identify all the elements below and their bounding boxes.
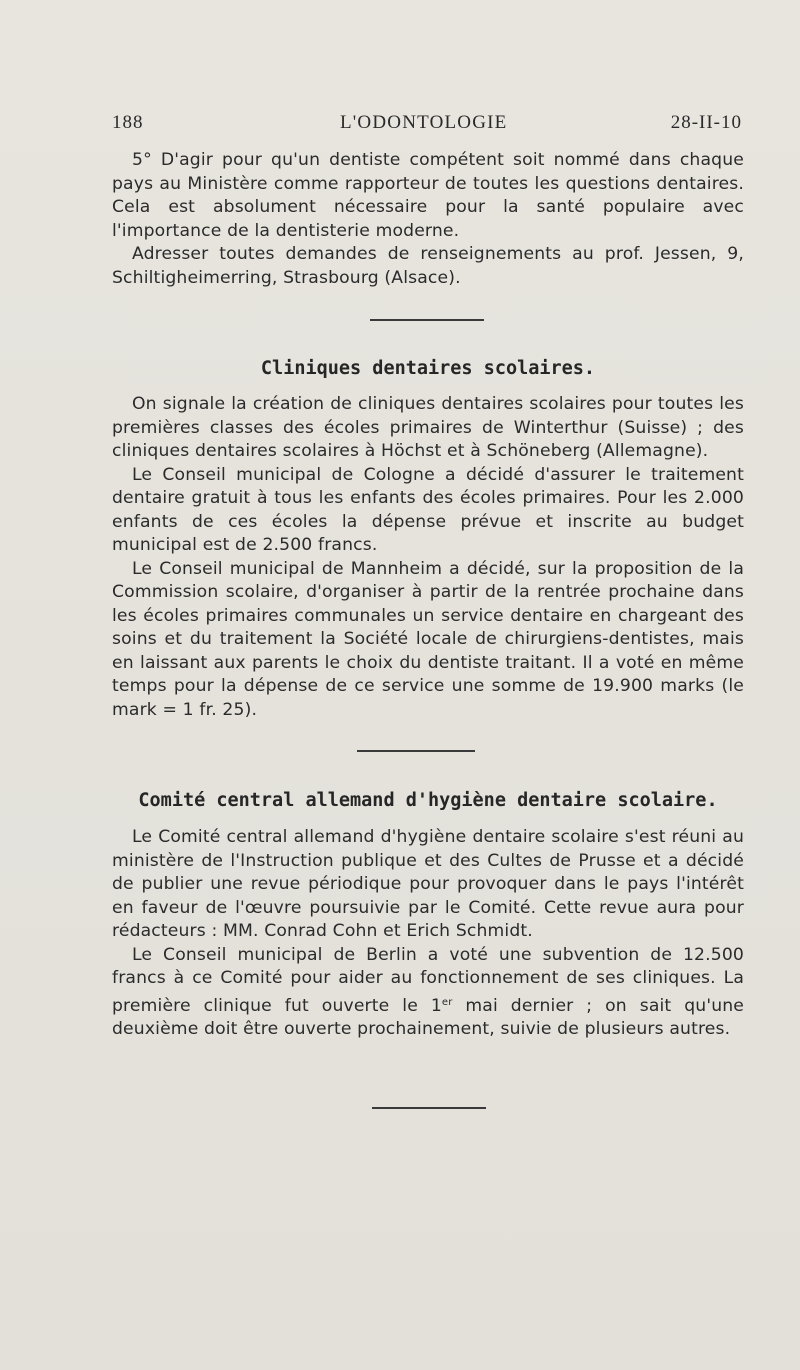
journal-title: L'ODONTOLOGIE (340, 112, 508, 133)
section2-paragraph-1: Le Comité central allemand d'hygiène dentaire scolaire s'est réuni au ministère de l'Instruction publique et des Cultes de Prusse et a décidé de publier une revue périodique pour provoquer dans le pays l'intérêt en faveur de l'œuvre poursuivie par le Comité. Cette revue aura pour rédacteurs : MM. Conrad Cohn et Erich Schmidt. (112, 827, 744, 941)
section1-paragraph-3: Le Conseil municipal de Mannheim a décidé, sur la proposition de la Commission scolaire, d'organiser à partir de la rentrée prochaine dans les écoles primaires communales un service dentaire en chargeant des soins et du traitement la Société locale de chirurgiens-dentistes, mais en laissant aux parents le choix du dentiste traitant. Il a voté en même temps pour la dépense de ce service une somme de 19.900 marks (le mark = 1 fr. 25). (112, 558, 744, 720)
running-head (112, 112, 742, 138)
issue-date: 28-II-10 (670, 112, 742, 133)
page-number: 188 (112, 112, 144, 133)
section2-body (112, 826, 744, 1042)
section1-paragraph-1: On signale la création de cliniques dentaires scolaires pour toutes les premières classes des écoles primaires de Winterthur (Suisse) ; des cliniques dentaires scolaires à Höchst et à Schöneberg (Allemagne). (112, 394, 744, 461)
section-divider (357, 750, 475, 752)
section-divider (370, 319, 484, 321)
section1-paragraph-2: Le Conseil municipal de Cologne a décidé d'assurer le traitement dentaire gratuit à tous les enfants des écoles primaires. Pour les 2.000 enfants de ces écoles la dépense prévue et inscrite au budget municipal est de 2.500 francs. (112, 464, 744, 555)
section-heading-comite: Comité central allemand d'hygiène dentaire scolaire. (138, 790, 718, 811)
intro-paragraph-2: Adresser toutes demandes de renseignements au prof. Jessen, 9, Schiltigheimerring, Strasbourg (Alsace). (112, 244, 744, 288)
section1-body (112, 393, 744, 722)
section-heading-cliniques: Cliniques dentaires scolaires. (260, 358, 596, 379)
section2-paragraph-2-end: mai dernier ; on sait qu'une deuxième doit être ouverte prochainement, suivie de plusieurs autres. (112, 995, 744, 1039)
section2-paragraph-2-start: Le Conseil municipal de Berlin a voté une subvention de 12.500 francs à ce Comité pour aider au fonctionnement de ses cliniques. La première clinique fut ouverte le 1 (112, 944, 744, 1016)
end-divider (372, 1107, 486, 1109)
intro-paragraph-1: 5° D'agir pour qu'un dentiste compétent soit nommé dans chaque pays au Ministère comme rapporteur de toutes les questions dentaires. Cela est absolument nécessaire pour la santé populaire avec l'importance de la dentisterie moderne. (112, 150, 744, 241)
intro-block (112, 149, 744, 290)
section2-paragraph-2 (112, 944, 744, 1042)
ordinal-superscript: er (441, 996, 453, 1008)
